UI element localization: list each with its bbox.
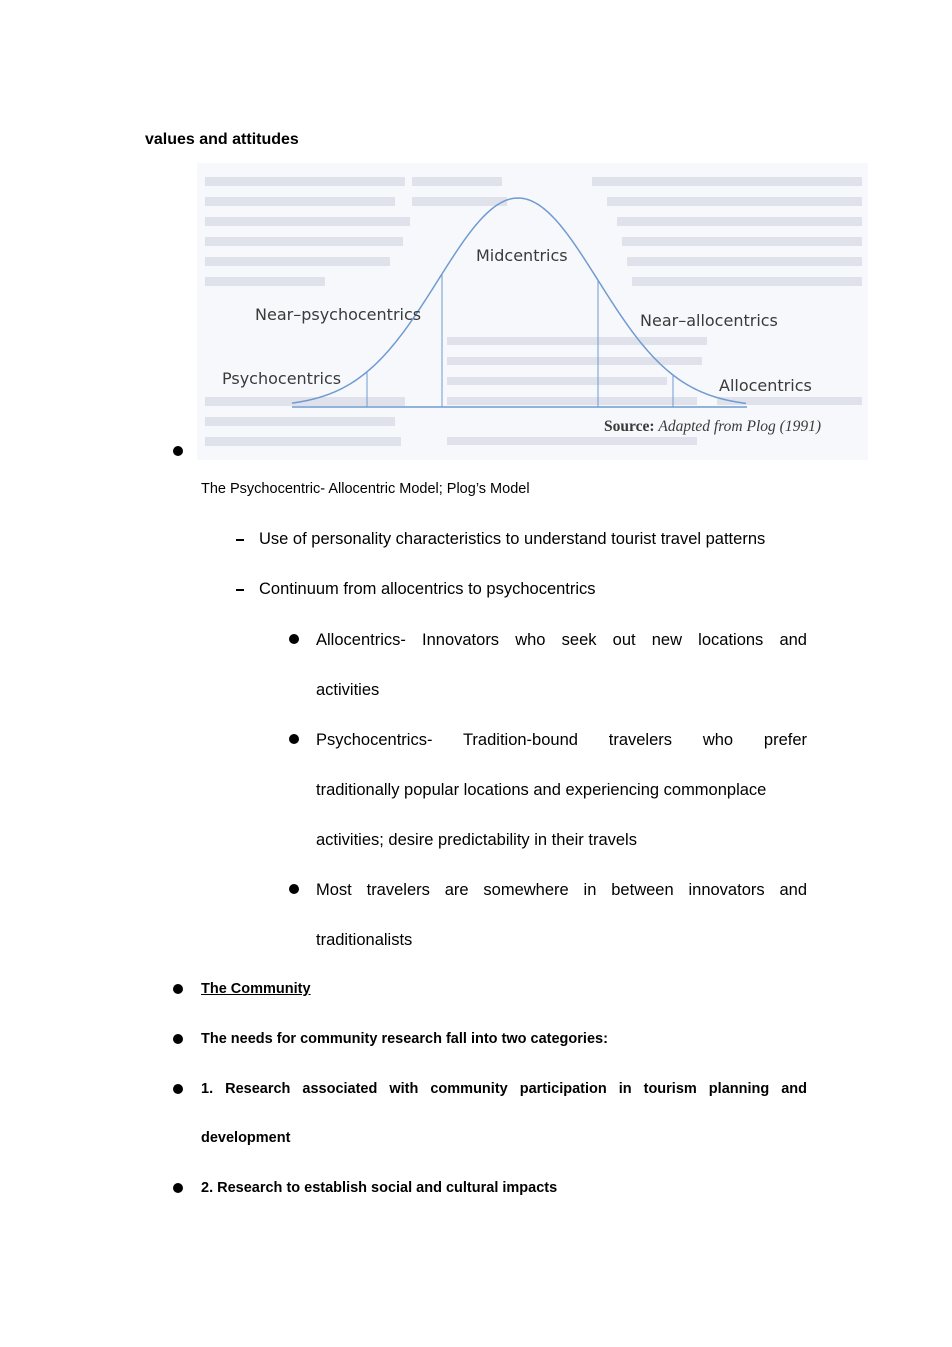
dash-item: Use of personality characteristics to understand tourist travel patterns [259, 530, 766, 548]
dash-item: Continuum from allocentrics to psychocentrics [259, 580, 596, 598]
list-item-line: 1. Research associated with community participation in tourism planning and [201, 1081, 807, 1097]
source-text: Adapted from Plog (1991) [658, 418, 821, 435]
bullet-dot [173, 446, 183, 456]
bullet-dot [173, 1183, 183, 1193]
label-allocentrics: Allocentrics [719, 376, 812, 395]
list-item-line: Psychocentrics- Tradition-bound travelers who prefer [316, 731, 807, 749]
bullet-dot [289, 634, 299, 644]
dash-marker [236, 589, 244, 591]
community-title: The Community [201, 981, 311, 997]
list-item-line: development [201, 1130, 291, 1146]
list-item-line: activities [316, 681, 380, 699]
figure-caption: The Psychocentric- Allocentric Model; Plog’s Model [201, 481, 530, 497]
list-item-psychocentrics [316, 715, 807, 865]
community-item-2: 2. Research to establish social and cultural impacts [201, 1180, 558, 1196]
list-item-line: Most travelers are somewhere in between innovators and [316, 881, 807, 899]
label-near-allocentrics: Near–allocentrics [640, 311, 778, 330]
list-item-line: traditionally popular locations and experiencing commonplace [316, 781, 767, 799]
bullet-dot [173, 984, 183, 994]
figure-source [604, 418, 821, 436]
dash-marker [236, 539, 244, 541]
label-psychocentrics: Psychocentrics [222, 369, 342, 388]
bullet-dot [173, 1084, 183, 1094]
label-near-psychocentrics: Near–psychocentrics [255, 305, 422, 324]
community-intro: The needs for community research fall into two categories: [201, 1031, 608, 1047]
list-item-line: traditionalists [316, 931, 413, 949]
source-label: Source: [604, 418, 655, 435]
bullet-dot [289, 884, 299, 894]
list-item-most-travelers [316, 865, 807, 965]
list-item-line: activities; desire predictability in their travels [316, 831, 637, 849]
label-midcentrics: Midcentrics [476, 246, 568, 265]
bullet-dot [173, 1034, 183, 1044]
list-item-line: Allocentrics- Innovators who seek out new locations and [316, 631, 807, 649]
list-item-allocentrics [316, 615, 807, 715]
community-item-1 [201, 1065, 807, 1163]
bullet-dot [289, 734, 299, 744]
curve-line [292, 198, 746, 403]
section-heading: values and attitudes [145, 131, 299, 148]
bell-curve-figure [197, 163, 868, 460]
